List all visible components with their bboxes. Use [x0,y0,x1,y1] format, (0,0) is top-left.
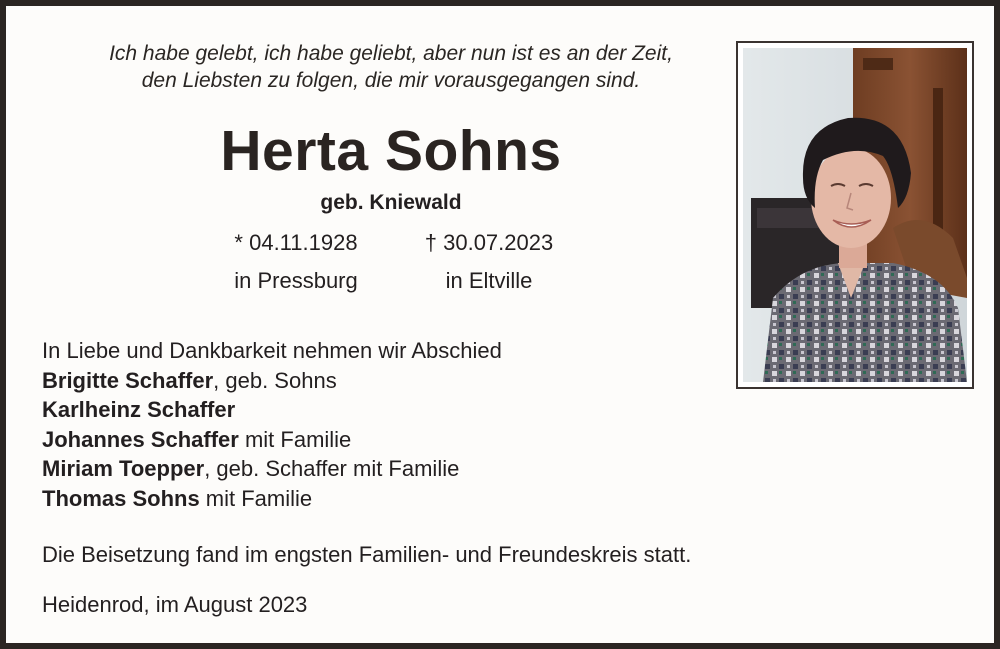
farewell-intro: In Liebe und Dankbarkeit nehmen wir Abschied [42,338,502,363]
death-place: in Eltville [445,268,533,293]
birth-info [196,230,396,294]
portrait-image [743,48,967,382]
mourner-suffix: mit Familie [238,426,352,452]
mourner-3 [42,425,722,455]
mourner-1 [42,366,722,396]
life-dates [6,230,736,310]
birth-date: * 04.11.1928 [234,230,358,255]
mourner-name: Johannes Schaffer [42,426,239,452]
death-date: † 30.07.2023 [424,230,554,255]
mourners-block [42,336,722,513]
maiden-name: geb. Kniewald [320,191,462,214]
mourner-2 [42,395,722,425]
place-and-date: Heidenrod, im August 2023 [42,592,308,617]
burial-note: Die Beisetzung fand im engsten Familien- und Freundeskreis statt. [42,542,692,567]
mourner-name: Karlheinz Schaffer [42,397,236,422]
mourner-name: Brigitte Schaffer [42,367,214,393]
mourner-name: Miriam Toepper [42,456,205,481]
mourner-suffix: , geb. Sohns [213,367,337,393]
death-info [389,230,589,294]
mourner-suffix: mit Familie [199,485,313,511]
mourner-name: Thomas Sohns [42,485,200,511]
quote-line-2: den Liebsten zu folgen, die mir vorausgegangen sind. [141,69,641,92]
portrait-photo [736,41,974,389]
memorial-quote [46,40,736,94]
quote-line-1: Ich habe gelebt, ich habe geliebt, aber nun ist es an der Zeit, [109,42,673,65]
mourner-4 [42,454,722,484]
birth-place: in Pressburg [234,268,358,293]
mourner-5 [42,484,722,514]
mourner-suffix: , geb. Schaffer mit Familie [204,456,460,481]
deceased-name: Herta Sohns [220,119,562,183]
